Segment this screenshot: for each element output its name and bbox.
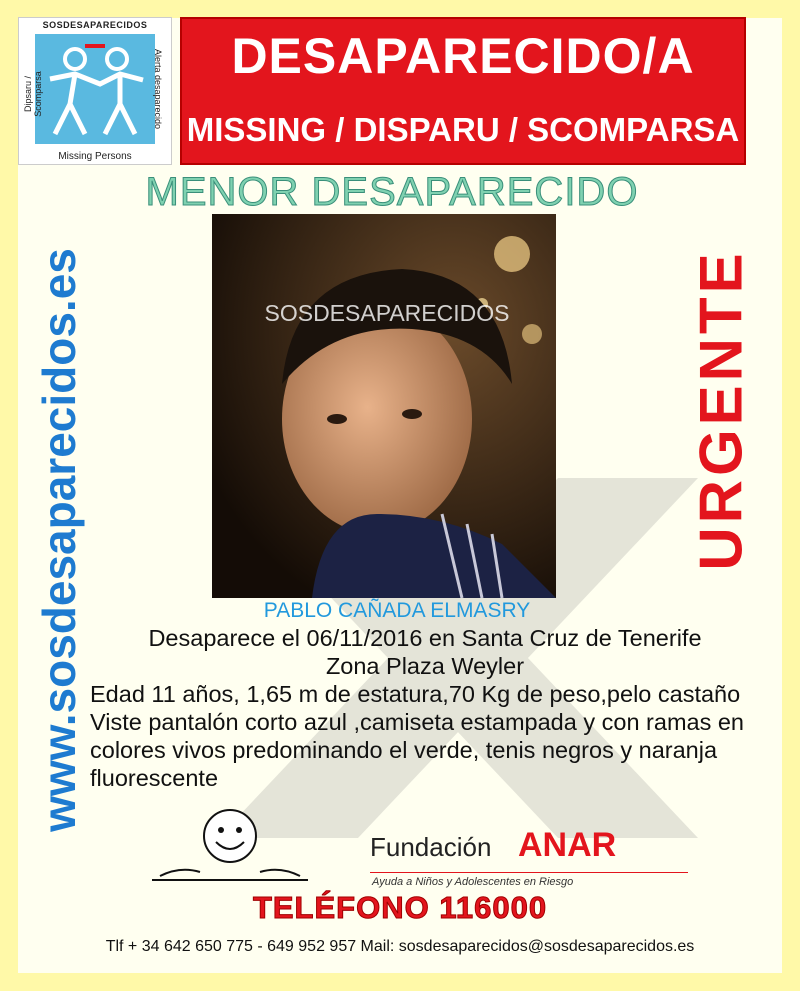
anar-tagline: Ayuda a Niños y Adolescentes en Riesgo <box>372 876 574 888</box>
anar-name: ANAR <box>518 826 617 864</box>
banner-subtitle: MISSING / DISPARU / SCOMPARSA <box>186 111 740 148</box>
fundacion-anar-logo <box>370 826 690 892</box>
sosdesaparecidos-logo <box>18 17 172 165</box>
person-name: PABLO CAÑADA ELMASRY <box>263 599 531 622</box>
contact-footer: Tlf + 34 642 650 775 - 649 952 957 Mail: sosdesaparecidos@sosdesaparecidos.es <box>105 938 695 955</box>
banner-title: DESAPARECIDO/A <box>231 28 695 84</box>
telefono: TELÉFONO 116000 <box>252 890 548 925</box>
missing-banner <box>180 17 746 165</box>
details-line-zone: Zona Plaza Weyler <box>325 653 525 679</box>
logo-right-text: Alerta desaparecido <box>153 48 163 130</box>
logo-top-text: SOSDESAPARECIDOS <box>42 20 148 30</box>
heading: MENOR DESAPARECIDO <box>145 170 639 214</box>
person-details <box>90 624 760 792</box>
side-urgent-text: URGENTE <box>687 249 755 571</box>
side-website <box>34 210 84 870</box>
smiley-face-icon <box>150 806 310 890</box>
missing-person-photo <box>212 214 556 598</box>
details-line-date: Desaparece el 06/11/2016 en Santa Cruz de Tenerife <box>148 625 702 651</box>
anar-fundacion: Fundación <box>370 832 492 862</box>
anar-divider <box>370 872 688 873</box>
logo-bottom-text: Missing Persons <box>58 151 132 162</box>
details-line-physical: Edad 11 años, 1,65 m de estatura,70 Kg de peso,pelo castaño <box>90 681 741 707</box>
side-urgent <box>686 230 756 590</box>
details-line-clothing: Viste pantalón corto azul ,camiseta estampada y con ramas en colores vivos predominando el verde, tenis negros y naranja fluorescente <box>90 709 745 791</box>
side-website-text: www.sosdesaparecidos.es <box>33 248 85 832</box>
logo-left-text: Dipsaru / Scomparsa <box>23 71 43 117</box>
photo-watermark: SOSDESAPARECIDOS <box>264 300 510 326</box>
logo-figures-icon <box>35 34 155 144</box>
